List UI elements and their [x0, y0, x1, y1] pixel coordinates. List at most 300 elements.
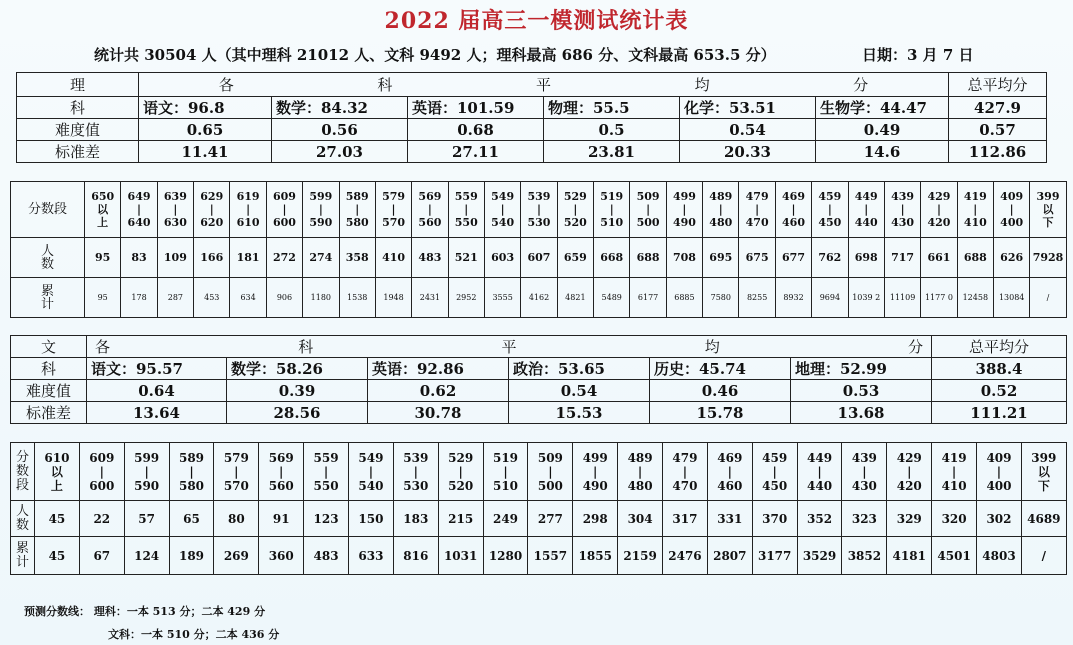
li-seg-line: | — [209, 203, 214, 216]
li-seg-line: 510 — [600, 216, 624, 229]
wen-cum-cell: 2476 — [663, 537, 708, 575]
li-seg-line: 649 — [127, 190, 151, 203]
li-cum-cell: 178 — [121, 278, 157, 318]
wen-seg-line: 569 — [268, 450, 294, 465]
wen-seg-line: | — [458, 464, 463, 479]
wen-seg-line: 540 — [358, 478, 384, 493]
li-seg-line: 559 — [454, 190, 478, 203]
wen-seg-line: | — [951, 464, 957, 479]
li-cum-cell: 7580 — [703, 278, 739, 318]
wen-seg-label-1: 分 — [15, 449, 29, 465]
li-seg-line: | — [1009, 203, 1014, 216]
wen-seg-cell — [79, 443, 124, 501]
li-seg-line: 520 — [563, 216, 587, 229]
wen-seg-line: 500 — [537, 478, 563, 493]
wen-seg-line: 以 — [1037, 464, 1050, 479]
wen-seg-line: | — [99, 464, 104, 479]
li-count-label-2: 数 — [40, 256, 54, 272]
li-seg-line: 629 — [200, 190, 224, 203]
wen-subject-avg: 英语：92.86 — [368, 358, 509, 380]
wen-seg-line: | — [907, 464, 912, 479]
li-seg-line: 459 — [818, 190, 842, 203]
wen-avg-title-char: 科 — [298, 338, 314, 356]
li-cum-cell: 287 — [157, 278, 193, 318]
wen-std-value: 111.21 — [932, 402, 1067, 424]
li-seg-line: 619 — [236, 190, 260, 203]
wen-seg-line: 570 — [223, 478, 249, 493]
wen-seg-cell — [483, 443, 528, 501]
li-seg-line: 449 — [854, 190, 878, 203]
wen-seg-line: 530 — [403, 478, 429, 493]
wen-cum-cell: 124 — [124, 537, 169, 575]
wen-cum-cell: 189 — [169, 537, 214, 575]
wen-avg-title-char: 分 — [908, 338, 924, 356]
wen-count-cell: 183 — [393, 501, 438, 537]
li-cum-cell: 906 — [266, 278, 302, 318]
li-seg-line: | — [936, 203, 941, 216]
wen-cum-cell: 1557 — [528, 537, 573, 575]
wen-seg-line: | — [996, 464, 1002, 479]
li-total-label: 总平均分 — [949, 73, 1047, 97]
wen-seg-line: 470 — [672, 478, 698, 493]
wen-seg-cell — [214, 443, 259, 501]
wen-seg-cell — [169, 443, 214, 501]
wen-seg-line: 419 — [941, 450, 967, 465]
li-seg-line: | — [391, 203, 396, 216]
li-seg-line: 539 — [527, 190, 551, 203]
wen-average-table — [10, 335, 1067, 424]
wen-seg-line: 600 — [89, 478, 115, 493]
wen-count-cell: 123 — [304, 501, 349, 537]
li-count-cell: 708 — [666, 238, 702, 278]
wen-seg-line: 400 — [986, 478, 1012, 493]
li-seg-cell — [521, 182, 557, 238]
li-seg-line: 620 — [200, 216, 224, 229]
wen-count-cell: 317 — [663, 501, 708, 537]
wen-seg-line: 560 — [268, 478, 294, 493]
wen-seg-line: 499 — [582, 450, 608, 465]
li-count-cell: 607 — [521, 238, 557, 278]
li-seg-cell — [1030, 182, 1066, 238]
li-seg-line: 下 — [1042, 216, 1054, 229]
li-seg-line: 529 — [563, 190, 587, 203]
wen-count-cell: 215 — [438, 501, 483, 537]
wen-cum-cell: 2807 — [707, 537, 752, 575]
li-seg-cell — [957, 182, 993, 238]
li-seg-line: | — [791, 203, 796, 216]
li-seg-line: 399 — [1036, 190, 1060, 203]
li-seg-line: 410 — [963, 216, 987, 229]
li-seg-line: | — [573, 203, 578, 216]
wen-seg-line: 430 — [851, 478, 877, 493]
wen-avg-title-char: 均 — [704, 338, 720, 356]
li-seg-cell — [739, 182, 775, 238]
wen-seg-line: | — [279, 464, 284, 479]
li-seg-line: 509 — [636, 190, 660, 203]
li-difficulty-label: 难度值 — [17, 119, 139, 141]
wen-header-label-1: 文 — [11, 336, 87, 358]
li-std-value: 27.03 — [272, 141, 408, 163]
li-difficulty-value: 0.54 — [680, 119, 816, 141]
li-difficulty-value: 0.57 — [949, 119, 1047, 141]
li-seg-line: | — [173, 203, 178, 216]
li-count-cell: 521 — [448, 238, 484, 278]
li-seg-line: 409 — [1000, 190, 1024, 203]
wen-seg-line: | — [727, 464, 732, 479]
li-cum-cell: 11109 — [884, 278, 920, 318]
li-seg-line: 589 — [345, 190, 369, 203]
li-seg-cell — [121, 182, 157, 238]
wen-cum-cell: 3177 — [752, 537, 797, 575]
wen-seg-label — [11, 443, 35, 501]
li-header-label-1: 理 — [17, 73, 139, 97]
wen-seg-line: 以 — [50, 464, 63, 479]
li-cum-cell: 453 — [194, 278, 230, 318]
li-seg-line: 580 — [345, 216, 369, 229]
wen-seg-cell — [932, 443, 977, 501]
li-subject-avg: 物理：55.5 — [544, 97, 680, 119]
li-subject-avg: 数学：84.32 — [272, 97, 408, 119]
wen-cum-label-1: 累 — [15, 540, 29, 556]
prediction-line-1: 预测分数线： 理科：一本 513 分；二本 429 分 — [24, 605, 266, 618]
li-count-cell: 274 — [303, 238, 339, 278]
wen-seg-line: 459 — [762, 450, 788, 465]
li-count-cell: 95 — [85, 238, 121, 278]
wen-seg-line: 549 — [358, 450, 384, 465]
li-count-cell: 668 — [594, 238, 630, 278]
li-seg-line: 630 — [163, 216, 187, 229]
wen-count-label-2: 数 — [15, 517, 29, 533]
wen-total-label: 总平均分 — [932, 336, 1067, 358]
li-seg-line: 549 — [491, 190, 515, 203]
li-seg-cell — [230, 182, 266, 238]
li-seg-line: 519 — [600, 190, 624, 203]
li-std-value: 14.6 — [816, 141, 949, 163]
li-seg-cell — [339, 182, 375, 238]
li-seg-cell — [630, 182, 666, 238]
li-cum-cell: 13084 — [993, 278, 1029, 318]
wen-cum-cell: 816 — [393, 537, 438, 575]
wen-difficulty-value: 0.53 — [791, 380, 932, 402]
li-seg-line: | — [646, 203, 651, 216]
li-total-avg: 427.9 — [949, 97, 1047, 119]
wen-cum-cell: / — [1021, 537, 1066, 575]
li-seg-line: 599 — [309, 190, 333, 203]
li-seg-line: 420 — [927, 216, 951, 229]
li-cum-cell: 1948 — [375, 278, 411, 318]
li-count-cell: 688 — [630, 238, 666, 278]
li-avg-title-char: 均 — [694, 76, 710, 94]
li-seg-line: | — [427, 203, 432, 216]
li-std-value: 11.41 — [139, 141, 272, 163]
wen-seg-line: 449 — [807, 450, 833, 465]
wen-cum-cell: 4181 — [887, 537, 932, 575]
li-cum-cell: 4821 — [557, 278, 593, 318]
li-subject-avg: 语文：96.8 — [139, 97, 272, 119]
li-seg-line: | — [755, 203, 760, 216]
li-seg-line: 480 — [709, 216, 733, 229]
wen-seg-line: | — [323, 464, 329, 479]
wen-cum-cell: 483 — [304, 537, 349, 575]
li-seg-cell — [921, 182, 957, 238]
li-cum-cell: 5489 — [594, 278, 630, 318]
li-cum-cell: 1177 0 — [921, 278, 957, 318]
wen-seg-line: 下 — [1037, 478, 1050, 493]
li-seg-cell — [194, 182, 230, 238]
li-difficulty-value: 0.65 — [139, 119, 272, 141]
li-std-label: 标准差 — [17, 141, 139, 163]
li-seg-line: 440 — [854, 216, 878, 229]
wen-subject-avg: 语文：95.57 — [87, 358, 227, 380]
wen-difficulty-label: 难度值 — [11, 380, 87, 402]
li-difficulty-value: 0.49 — [816, 119, 949, 141]
wen-count-cell: 320 — [932, 501, 977, 537]
wen-seg-cell — [797, 443, 842, 501]
li-avg-title-char: 科 — [377, 76, 393, 94]
li-seg-line: 500 — [636, 216, 660, 229]
li-count-cell: 695 — [703, 238, 739, 278]
li-seg-cell — [85, 182, 121, 238]
li-avg-title — [139, 73, 949, 97]
wen-cum-cell: 269 — [214, 537, 259, 575]
li-subject-avg: 生物学：44.47 — [816, 97, 949, 119]
li-seg-cell — [594, 182, 630, 238]
li-cum-cell: 9694 — [812, 278, 848, 318]
wen-distribution-table — [10, 442, 1067, 575]
wen-count-cell: 65 — [169, 501, 214, 537]
li-seg-line: 640 — [127, 216, 151, 229]
wen-seg-cell — [528, 443, 573, 501]
li-cum-label-1: 累 — [40, 283, 54, 299]
li-cum-cell: 12458 — [957, 278, 993, 318]
wen-count-label — [11, 501, 35, 537]
wen-avg-title — [87, 336, 932, 358]
wen-seg-line: | — [637, 464, 643, 479]
li-seg-cell — [993, 182, 1029, 238]
wen-difficulty-value: 0.52 — [932, 380, 1067, 402]
li-std-value: 23.81 — [544, 141, 680, 163]
wen-seg-line: 589 — [178, 450, 205, 465]
li-seg-line: | — [500, 203, 505, 216]
page-title: 2022 届高三一模测试统计表 — [384, 8, 689, 34]
wen-count-cell: 329 — [887, 501, 932, 537]
wen-cum-cell: 3852 — [842, 537, 887, 575]
li-cum-label-2: 计 — [40, 296, 54, 312]
li-cum-cell: 2952 — [448, 278, 484, 318]
li-seg-line: | — [827, 203, 832, 216]
wen-seg-line: 469 — [717, 450, 743, 465]
li-seg-line: 639 — [163, 190, 187, 203]
wen-seg-line: 429 — [896, 450, 922, 465]
wen-seg-line: 519 — [492, 450, 519, 465]
li-seg-line: | — [536, 203, 541, 216]
li-seg-label: 分数段 — [11, 182, 85, 238]
wen-count-cell: 91 — [259, 501, 304, 537]
li-difficulty-value: 0.68 — [408, 119, 544, 141]
li-seg-line: 579 — [382, 190, 406, 203]
wen-seg-line: 上 — [50, 478, 63, 493]
li-count-cell: 7928 — [1030, 238, 1066, 278]
wen-seg-line: 580 — [178, 478, 205, 493]
wen-avg-title-char: 各 — [95, 338, 111, 356]
wen-std-value: 13.64 — [87, 402, 227, 424]
wen-seg-cell — [573, 443, 618, 501]
li-cum-cell: 1538 — [339, 278, 375, 318]
li-cum-label — [11, 278, 85, 318]
wen-cum-cell: 1031 — [438, 537, 483, 575]
li-seg-line: 490 — [672, 216, 696, 229]
li-count-cell: 688 — [957, 238, 993, 278]
li-seg-line: 540 — [491, 216, 515, 229]
li-seg-line: 479 — [745, 190, 769, 203]
li-count-cell: 358 — [339, 238, 375, 278]
li-distribution-table — [10, 181, 1067, 318]
wen-seg-line: 539 — [403, 450, 429, 465]
wen-count-cell: 304 — [618, 501, 663, 537]
li-count-cell: 166 — [194, 238, 230, 278]
wen-subject-avg: 数学：58.26 — [227, 358, 368, 380]
wen-count-cell: 352 — [797, 501, 842, 537]
wen-count-cell: 4689 — [1021, 501, 1066, 537]
li-count-cell: 603 — [484, 238, 520, 278]
li-std-value: 27.11 — [408, 141, 544, 163]
wen-count-cell: 298 — [573, 501, 618, 537]
date-text: 日期：3 月 7 日 — [862, 46, 974, 64]
li-seg-line: 489 — [709, 190, 733, 203]
li-count-cell: 626 — [993, 238, 1029, 278]
li-seg-line: | — [682, 203, 687, 216]
wen-cum-cell: 4803 — [977, 537, 1022, 575]
li-seg-line: 499 — [672, 190, 696, 203]
li-seg-line: 430 — [891, 216, 915, 229]
li-seg-line: | — [246, 203, 251, 216]
wen-count-cell: 302 — [977, 501, 1022, 537]
wen-seg-line: 509 — [537, 450, 563, 465]
li-cum-cell: 95 — [85, 278, 121, 318]
li-seg-cell — [775, 182, 811, 238]
wen-cum-cell: 67 — [79, 537, 124, 575]
wen-seg-line: 610 — [44, 450, 70, 465]
wen-count-cell: 22 — [79, 501, 124, 537]
wen-cum-cell: 4501 — [932, 537, 977, 575]
wen-cum-cell: 633 — [349, 537, 394, 575]
li-count-cell: 717 — [884, 238, 920, 278]
li-avg-title-char: 各 — [218, 76, 234, 94]
wen-seg-line: | — [189, 464, 194, 479]
li-count-cell: 272 — [266, 238, 302, 278]
li-seg-line: 609 — [272, 190, 296, 203]
wen-seg-line: 439 — [851, 450, 877, 465]
wen-seg-line: 399 — [1031, 450, 1057, 465]
li-seg-cell — [848, 182, 884, 238]
li-seg-line: | — [718, 203, 723, 216]
wen-count-cell: 249 — [483, 501, 528, 537]
li-avg-title-char: 分 — [853, 76, 869, 94]
wen-difficulty-value: 0.54 — [509, 380, 650, 402]
li-seg-cell — [812, 182, 848, 238]
li-seg-line: 469 — [782, 190, 805, 203]
li-count-cell: 659 — [557, 238, 593, 278]
wen-cum-cell: 1855 — [573, 537, 618, 575]
wen-seg-cell — [438, 443, 483, 501]
wen-count-cell: 323 — [842, 501, 887, 537]
wen-std-value: 28.56 — [227, 402, 368, 424]
wen-seg-line: | — [593, 464, 598, 479]
li-cum-cell: 8932 — [775, 278, 811, 318]
wen-seg-cell — [752, 443, 797, 501]
wen-count-label-1: 人 — [15, 503, 29, 519]
prediction-line-2: 文科：一本 510 分；二本 436 分 — [108, 628, 280, 641]
wen-seg-cell — [1021, 443, 1066, 501]
wen-std-value: 13.68 — [791, 402, 932, 424]
wen-cum-cell: 1280 — [483, 537, 528, 575]
wen-avg-title-char: 平 — [501, 338, 517, 356]
li-difficulty-value: 0.56 — [272, 119, 408, 141]
wen-cum-cell: 360 — [259, 537, 304, 575]
li-cum-cell: 2431 — [412, 278, 448, 318]
li-average-table — [16, 72, 1047, 163]
wen-seg-line: 490 — [582, 478, 608, 493]
wen-seg-cell — [259, 443, 304, 501]
li-count-cell: 83 — [121, 238, 157, 278]
li-seg-line: | — [318, 203, 323, 216]
summary-text: 统计共 30504 人（其中理科 21012 人、文科 9492 人；理科最高 686 分、文科最高 653.5 分） — [94, 46, 776, 64]
wen-seg-line: 410 — [941, 478, 967, 493]
wen-seg-line: | — [234, 464, 239, 479]
li-cum-cell: 8255 — [739, 278, 775, 318]
wen-seg-line: | — [862, 464, 867, 479]
li-seg-cell — [884, 182, 920, 238]
wen-std-value: 15.53 — [509, 402, 650, 424]
li-seg-cell — [157, 182, 193, 238]
wen-count-cell: 45 — [35, 501, 80, 537]
wen-seg-label-3: 段 — [15, 477, 29, 493]
li-seg-cell — [375, 182, 411, 238]
wen-seg-line: 550 — [313, 478, 339, 493]
li-seg-line: 610 — [236, 216, 260, 229]
li-seg-line: 400 — [1000, 216, 1024, 229]
li-seg-line: 429 — [927, 190, 951, 203]
wen-cum-label-2: 计 — [15, 554, 29, 570]
li-cum-cell: 6885 — [666, 278, 702, 318]
li-seg-line: 530 — [527, 216, 551, 229]
wen-seg-line: | — [368, 464, 374, 479]
li-seg-cell — [303, 182, 339, 238]
li-seg-line: 560 — [418, 216, 442, 229]
wen-seg-cell — [304, 443, 349, 501]
li-count-cell: 677 — [775, 238, 811, 278]
wen-seg-line: | — [772, 464, 777, 479]
wen-seg-line: | — [682, 464, 688, 479]
wen-seg-line: 489 — [627, 450, 653, 465]
wen-std-value: 15.78 — [650, 402, 791, 424]
wen-total-avg: 388.4 — [932, 358, 1067, 380]
wen-seg-line: 590 — [134, 478, 160, 493]
wen-seg-cell — [349, 443, 394, 501]
li-cum-cell: 4162 — [521, 278, 557, 318]
wen-difficulty-value: 0.62 — [368, 380, 509, 402]
li-seg-line: 470 — [745, 216, 769, 229]
li-count-label — [11, 238, 85, 278]
li-seg-cell — [412, 182, 448, 238]
wen-std-label: 标准差 — [11, 402, 87, 424]
wen-count-cell: 370 — [752, 501, 797, 537]
wen-seg-cell — [393, 443, 438, 501]
li-seg-line: 419 — [963, 190, 987, 203]
wen-seg-cell — [35, 443, 80, 501]
wen-seg-cell — [663, 443, 708, 501]
li-cum-cell: 1180 — [303, 278, 339, 318]
